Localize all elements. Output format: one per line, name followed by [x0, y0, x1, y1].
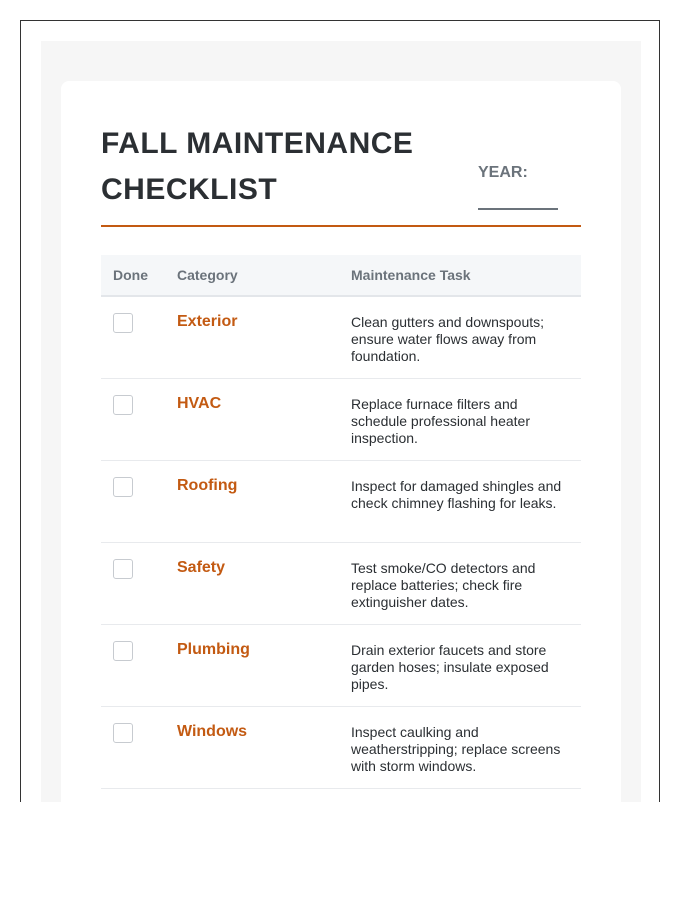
column-header-category: Category	[177, 267, 238, 283]
table-row	[101, 460, 581, 542]
column-header-done: Done	[113, 267, 148, 283]
task-description: Test smoke/CO detectors and replace batteries; check fire extinguisher dates.	[351, 559, 536, 610]
column-header-task: Maintenance Task	[351, 267, 471, 283]
table-header-row	[101, 255, 581, 296]
task-description: Inspect caulking and weatherstripping; replace screens with storm windows.	[351, 723, 561, 774]
category-label: Plumbing	[177, 640, 250, 658]
checklist-header	[101, 121, 581, 227]
category-label: HVAC	[177, 394, 222, 412]
done-checkbox[interactable]	[113, 723, 133, 743]
maintenance-table	[101, 255, 581, 789]
category-label: Roofing	[177, 476, 238, 494]
page-title: FALL MAINTENANCE CHECKLIST	[101, 127, 414, 206]
task-description: Clean gutters and downspouts; ensure water flows away from foundation.	[351, 314, 545, 364]
category-label: Windows	[177, 722, 248, 740]
done-checkbox[interactable]	[113, 477, 133, 497]
year-label: YEAR:	[478, 164, 528, 181]
category-label: Safety	[177, 558, 226, 576]
category-label: Exterior	[177, 313, 238, 330]
done-checkbox[interactable]	[113, 395, 133, 415]
done-checkbox[interactable]	[113, 313, 133, 333]
table-row	[101, 378, 581, 460]
year-input-line[interactable]	[478, 208, 558, 210]
table-row	[101, 706, 581, 788]
task-description: Replace furnace filters and schedule professional heater inspection.	[351, 395, 531, 446]
task-description: Drain exterior faucets and store garden hoses; insulate exposed pipes.	[351, 641, 549, 692]
page-frame	[20, 20, 660, 802]
table-row	[101, 624, 581, 706]
task-description: Inspect for damaged shingles and check chimney flashing for leaks.	[351, 477, 562, 511]
checklist-card	[61, 81, 621, 802]
done-checkbox[interactable]	[113, 641, 133, 661]
page-backdrop	[41, 41, 641, 802]
done-checkbox[interactable]	[113, 559, 133, 579]
table-row	[101, 296, 581, 378]
table-row	[101, 542, 581, 624]
